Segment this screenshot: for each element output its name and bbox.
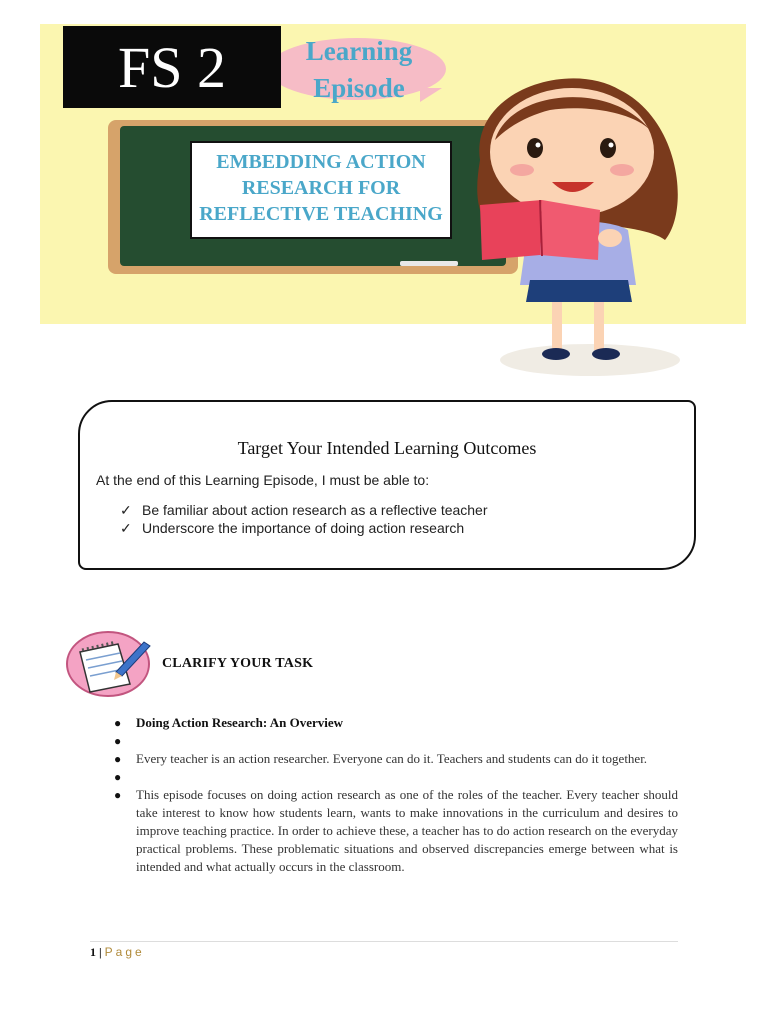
outcome-item xyxy=(120,520,464,537)
list-item xyxy=(112,714,678,732)
footer-separator: | xyxy=(99,945,102,959)
list-item xyxy=(112,750,678,768)
list-item-text: This episode focuses on doing action research as one of the roles of the teacher. Every teacher should take interest to know how students learn, wants to make innovations in the curriculum and desires to improve teaching practice. In order to achieve these, a teacher has to do action research on the everyday practical problems. These problematic situations and observed discrepancies emerge between what is intended and what actually occurs in the classroom. xyxy=(136,787,678,874)
list-item xyxy=(112,768,678,786)
list-item-text: Every teacher is an action researcher. Everyone can do it. Teachers and students can do it together. xyxy=(136,751,648,766)
chalk-icon xyxy=(400,261,458,266)
page-footer xyxy=(90,945,145,960)
episode-label: Learning Episode xyxy=(305,36,413,103)
footer-divider xyxy=(90,941,678,942)
outcome-text: Underscore the importance of doing action research xyxy=(142,520,465,536)
outcomes-intro: At the end of this Learning Episode, I must be able to: xyxy=(96,472,430,488)
task-heading: CLARIFY YOUR TASK xyxy=(162,656,314,671)
bullet-icon: ● xyxy=(114,752,122,766)
checkmark-icon: ✓ xyxy=(120,520,132,536)
outcome-item xyxy=(120,502,488,519)
list-item xyxy=(112,786,678,876)
page-number: 1 xyxy=(90,945,96,959)
bullet-icon: ● xyxy=(114,716,122,730)
bullet-icon: ● xyxy=(114,788,122,802)
page-label: Page xyxy=(104,945,145,959)
checkmark-icon: ✓ xyxy=(120,502,132,518)
list-item-text: Doing Action Research: An Overview xyxy=(136,715,344,730)
task-bullet-list xyxy=(112,714,678,876)
outcomes-title: Target Your Intended Learning Outcomes xyxy=(237,438,537,458)
speech-bubble-tail xyxy=(420,88,442,102)
bullet-icon: ● xyxy=(114,734,122,748)
course-code-badge: FS 2 xyxy=(63,26,281,108)
notepad-pencil-icon xyxy=(66,628,152,698)
board-title: EMBEDDING ACTION RESEARCH FOR REFLECTIVE TEACHING xyxy=(199,151,443,225)
outcome-text: Be familiar about action research as a reflective teacher xyxy=(142,502,488,518)
learning-outcomes-panel xyxy=(78,400,696,570)
list-item xyxy=(112,732,678,750)
board-title-box xyxy=(190,141,452,239)
bullet-icon: ● xyxy=(114,770,122,784)
teacher-illustration-icon xyxy=(460,70,700,380)
